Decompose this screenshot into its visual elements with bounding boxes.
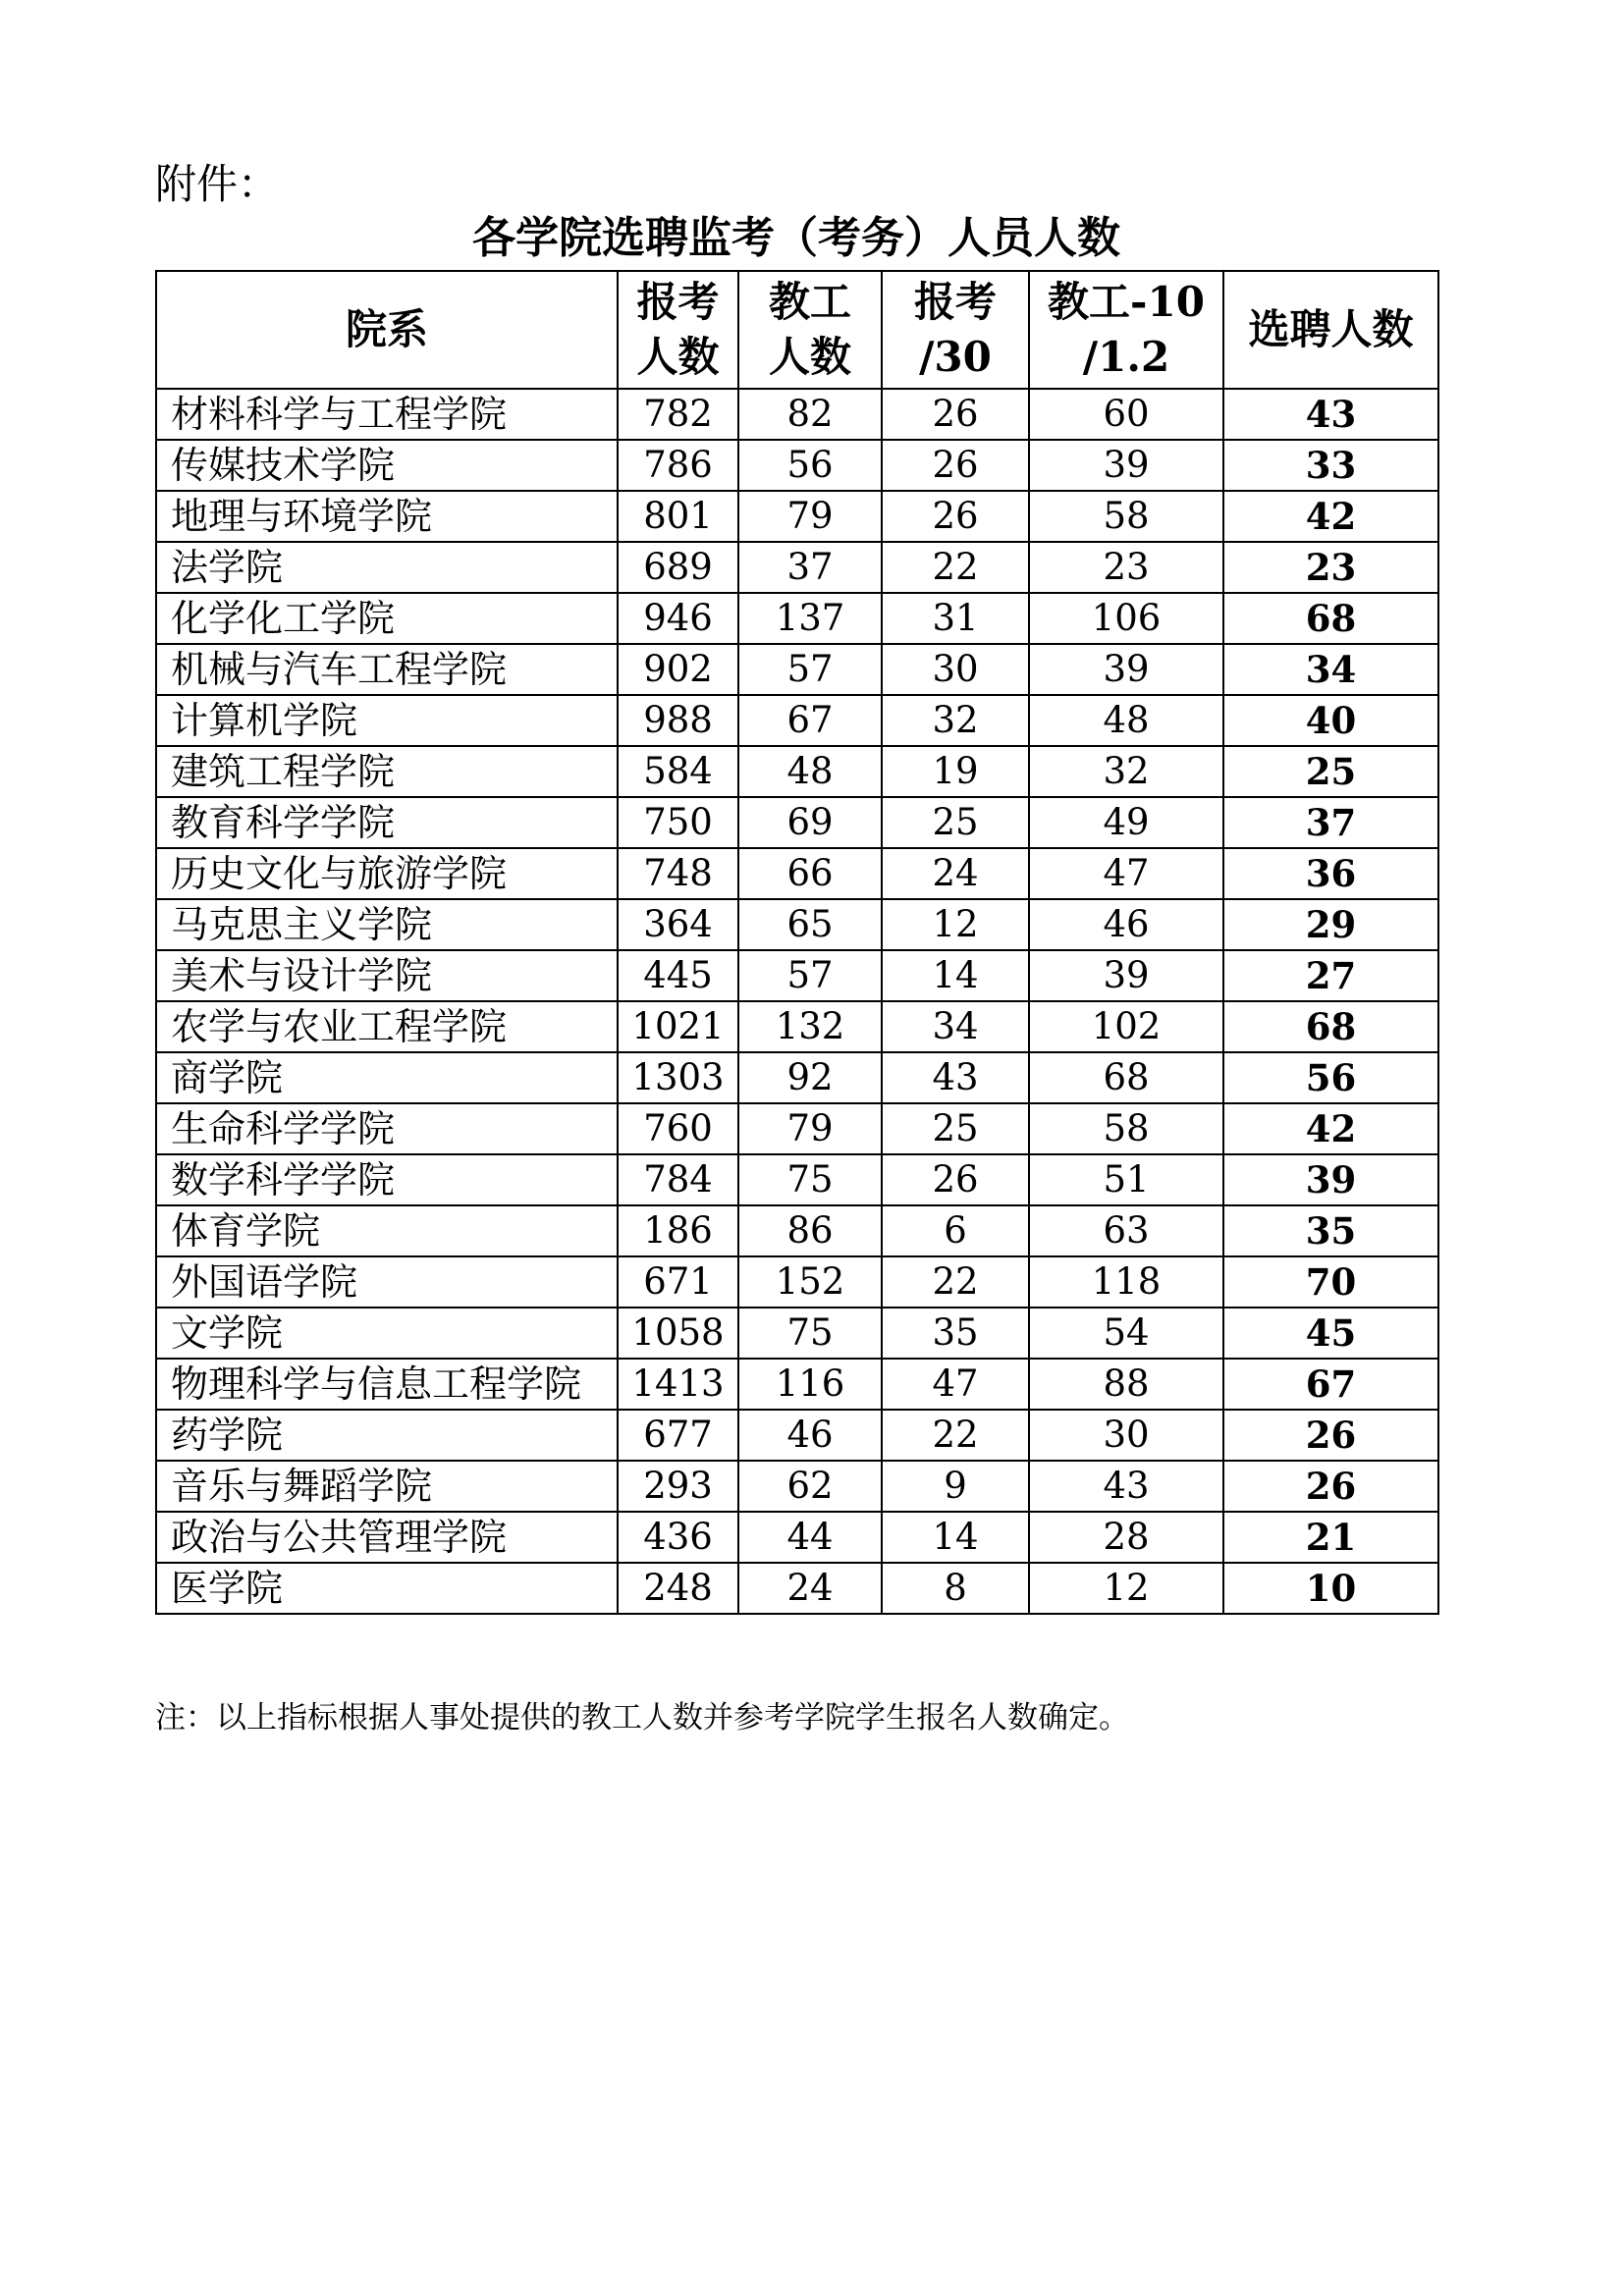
department-name: 药学院 bbox=[156, 1410, 618, 1461]
staff-count: 75 bbox=[738, 1154, 882, 1205]
header-applicants: 报考 人数 bbox=[618, 271, 738, 389]
table-row bbox=[156, 1103, 1438, 1154]
header-selected-count: 选聘人数 bbox=[1223, 271, 1438, 389]
staff-formula-value: 88 bbox=[1029, 1359, 1223, 1410]
staff-count: 137 bbox=[738, 593, 882, 644]
table-row bbox=[156, 950, 1438, 1001]
staff-formula-value: 32 bbox=[1029, 746, 1223, 797]
department-name: 马克思主义学院 bbox=[156, 899, 618, 950]
staff-count: 24 bbox=[738, 1563, 882, 1614]
staff-formula-value: 12 bbox=[1029, 1563, 1223, 1614]
department-name: 法学院 bbox=[156, 542, 618, 593]
selected-count: 43 bbox=[1223, 389, 1438, 440]
staff-count: 57 bbox=[738, 950, 882, 1001]
table-row bbox=[156, 1512, 1438, 1563]
selected-count: 56 bbox=[1223, 1052, 1438, 1103]
staff-count: 69 bbox=[738, 797, 882, 848]
applicants-count: 1303 bbox=[618, 1052, 738, 1103]
applicants-count: 902 bbox=[618, 644, 738, 695]
staff-count: 56 bbox=[738, 440, 882, 491]
selected-count: 37 bbox=[1223, 797, 1438, 848]
selected-count: 67 bbox=[1223, 1359, 1438, 1410]
staff-count: 67 bbox=[738, 695, 882, 746]
table-row bbox=[156, 542, 1438, 593]
applicants-div-30: 19 bbox=[882, 746, 1029, 797]
invigilator-quota-table bbox=[155, 270, 1439, 1615]
staff-formula-value: 28 bbox=[1029, 1512, 1223, 1563]
department-name: 传媒技术学院 bbox=[156, 440, 618, 491]
selected-count: 23 bbox=[1223, 542, 1438, 593]
applicants-count: 436 bbox=[618, 1512, 738, 1563]
applicants-count: 1413 bbox=[618, 1359, 738, 1410]
table-row bbox=[156, 746, 1438, 797]
staff-count: 86 bbox=[738, 1205, 882, 1256]
applicants-count: 584 bbox=[618, 746, 738, 797]
selected-count: 33 bbox=[1223, 440, 1438, 491]
table-row bbox=[156, 491, 1438, 542]
staff-count: 132 bbox=[738, 1001, 882, 1052]
selected-count: 10 bbox=[1223, 1563, 1438, 1614]
staff-count: 48 bbox=[738, 746, 882, 797]
staff-count: 62 bbox=[738, 1461, 882, 1512]
table-row bbox=[156, 1205, 1438, 1256]
selected-count: 35 bbox=[1223, 1205, 1438, 1256]
staff-formula-value: 48 bbox=[1029, 695, 1223, 746]
applicants-div-30: 22 bbox=[882, 542, 1029, 593]
staff-count: 44 bbox=[738, 1512, 882, 1563]
department-name: 教育科学学院 bbox=[156, 797, 618, 848]
table-row bbox=[156, 644, 1438, 695]
department-name: 机械与汽车工程学院 bbox=[156, 644, 618, 695]
selected-count: 34 bbox=[1223, 644, 1438, 695]
staff-count: 46 bbox=[738, 1410, 882, 1461]
applicants-count: 445 bbox=[618, 950, 738, 1001]
applicants-div-30: 24 bbox=[882, 848, 1029, 899]
applicants-count: 988 bbox=[618, 695, 738, 746]
staff-count: 79 bbox=[738, 1103, 882, 1154]
applicants-count: 748 bbox=[618, 848, 738, 899]
applicants-div-30: 14 bbox=[882, 950, 1029, 1001]
department-name: 物理科学与信息工程学院 bbox=[156, 1359, 618, 1410]
table-header-row bbox=[156, 271, 1438, 389]
applicants-div-30: 35 bbox=[882, 1308, 1029, 1359]
applicants-count: 784 bbox=[618, 1154, 738, 1205]
department-name: 医学院 bbox=[156, 1563, 618, 1614]
applicants-count: 689 bbox=[618, 542, 738, 593]
selected-count: 21 bbox=[1223, 1512, 1438, 1563]
staff-count: 82 bbox=[738, 389, 882, 440]
selected-count: 70 bbox=[1223, 1256, 1438, 1308]
applicants-count: 946 bbox=[618, 593, 738, 644]
department-name: 音乐与舞蹈学院 bbox=[156, 1461, 618, 1512]
selected-count: 29 bbox=[1223, 899, 1438, 950]
department-name: 政治与公共管理学院 bbox=[156, 1512, 618, 1563]
applicants-count: 1021 bbox=[618, 1001, 738, 1052]
table-row bbox=[156, 1256, 1438, 1308]
staff-formula-value: 43 bbox=[1029, 1461, 1223, 1512]
document-title: 各学院选聘监考（考务）人员人数 bbox=[472, 213, 1120, 263]
staff-count: 57 bbox=[738, 644, 882, 695]
applicants-div-30: 47 bbox=[882, 1359, 1029, 1410]
staff-formula-value: 51 bbox=[1029, 1154, 1223, 1205]
table-row bbox=[156, 1359, 1438, 1410]
table-body bbox=[156, 389, 1438, 1614]
staff-formula-value: 49 bbox=[1029, 797, 1223, 848]
table-row bbox=[156, 389, 1438, 440]
department-name: 计算机学院 bbox=[156, 695, 618, 746]
staff-formula-value: 106 bbox=[1029, 593, 1223, 644]
applicants-count: 801 bbox=[618, 491, 738, 542]
staff-formula-value: 63 bbox=[1029, 1205, 1223, 1256]
table-row bbox=[156, 1563, 1438, 1614]
selected-count: 39 bbox=[1223, 1154, 1438, 1205]
selected-count: 42 bbox=[1223, 1103, 1438, 1154]
table-row bbox=[156, 1461, 1438, 1512]
staff-formula-value: 46 bbox=[1029, 899, 1223, 950]
applicants-div-30: 22 bbox=[882, 1256, 1029, 1308]
applicants-count: 677 bbox=[618, 1410, 738, 1461]
applicants-count: 293 bbox=[618, 1461, 738, 1512]
table-row bbox=[156, 1001, 1438, 1052]
staff-formula-value: 118 bbox=[1029, 1256, 1223, 1308]
staff-count: 116 bbox=[738, 1359, 882, 1410]
applicants-count: 364 bbox=[618, 899, 738, 950]
staff-count: 92 bbox=[738, 1052, 882, 1103]
selected-count: 42 bbox=[1223, 491, 1438, 542]
table-row bbox=[156, 797, 1438, 848]
applicants-div-30: 22 bbox=[882, 1410, 1029, 1461]
selected-count: 27 bbox=[1223, 950, 1438, 1001]
department-name: 地理与环境学院 bbox=[156, 491, 618, 542]
applicants-count: 671 bbox=[618, 1256, 738, 1308]
applicants-div-30: 30 bbox=[882, 644, 1029, 695]
staff-formula-value: 60 bbox=[1029, 389, 1223, 440]
table-row bbox=[156, 1052, 1438, 1103]
selected-count: 68 bbox=[1223, 1001, 1438, 1052]
header-staff: 教工 人数 bbox=[738, 271, 882, 389]
table-row bbox=[156, 1308, 1438, 1359]
department-name: 外国语学院 bbox=[156, 1256, 618, 1308]
department-name: 文学院 bbox=[156, 1308, 618, 1359]
table-row bbox=[156, 848, 1438, 899]
applicants-div-30: 43 bbox=[882, 1052, 1029, 1103]
staff-formula-value: 58 bbox=[1029, 1103, 1223, 1154]
selected-count: 40 bbox=[1223, 695, 1438, 746]
department-name: 美术与设计学院 bbox=[156, 950, 618, 1001]
department-name: 农学与农业工程学院 bbox=[156, 1001, 618, 1052]
staff-count: 66 bbox=[738, 848, 882, 899]
selected-count: 68 bbox=[1223, 593, 1438, 644]
table-row bbox=[156, 695, 1438, 746]
department-name: 商学院 bbox=[156, 1052, 618, 1103]
applicants-count: 782 bbox=[618, 389, 738, 440]
applicants-div-30: 26 bbox=[882, 389, 1029, 440]
selected-count: 26 bbox=[1223, 1410, 1438, 1461]
department-name: 化学化工学院 bbox=[156, 593, 618, 644]
applicants-div-30: 25 bbox=[882, 1103, 1029, 1154]
selected-count: 45 bbox=[1223, 1308, 1438, 1359]
applicants-count: 760 bbox=[618, 1103, 738, 1154]
header-applicants-div-30: 报考 /30 bbox=[882, 271, 1029, 389]
applicants-div-30: 6 bbox=[882, 1205, 1029, 1256]
staff-count: 37 bbox=[738, 542, 882, 593]
footnote: 注：以上指标根据人事处提供的教工人数并参考学院学生报名人数确定。 bbox=[155, 1700, 1129, 1735]
applicants-div-30: 26 bbox=[882, 440, 1029, 491]
table-row bbox=[156, 593, 1438, 644]
department-name: 生命科学学院 bbox=[156, 1103, 618, 1154]
staff-count: 75 bbox=[738, 1308, 882, 1359]
applicants-count: 248 bbox=[618, 1563, 738, 1614]
table-row bbox=[156, 1410, 1438, 1461]
selected-count: 25 bbox=[1223, 746, 1438, 797]
header-department: 院系 bbox=[156, 271, 618, 389]
staff-formula-value: 54 bbox=[1029, 1308, 1223, 1359]
applicants-count: 750 bbox=[618, 797, 738, 848]
applicants-div-30: 14 bbox=[882, 1512, 1029, 1563]
staff-count: 65 bbox=[738, 899, 882, 950]
table-row bbox=[156, 899, 1438, 950]
staff-formula-value: 39 bbox=[1029, 950, 1223, 1001]
staff-formula-value: 23 bbox=[1029, 542, 1223, 593]
staff-count: 152 bbox=[738, 1256, 882, 1308]
department-name: 数学科学学院 bbox=[156, 1154, 618, 1205]
staff-count: 79 bbox=[738, 491, 882, 542]
applicants-div-30: 31 bbox=[882, 593, 1029, 644]
table-row bbox=[156, 440, 1438, 491]
applicants-div-30: 8 bbox=[882, 1563, 1029, 1614]
department-name: 历史文化与旅游学院 bbox=[156, 848, 618, 899]
applicants-div-30: 9 bbox=[882, 1461, 1029, 1512]
table-row bbox=[156, 1154, 1438, 1205]
applicants-div-30: 32 bbox=[882, 695, 1029, 746]
applicants-div-30: 25 bbox=[882, 797, 1029, 848]
staff-formula-value: 68 bbox=[1029, 1052, 1223, 1103]
header-staff-formula: 教工-10 /1.2 bbox=[1029, 271, 1223, 389]
attachment-label: 附件： bbox=[155, 160, 280, 208]
staff-formula-value: 30 bbox=[1029, 1410, 1223, 1461]
applicants-count: 1058 bbox=[618, 1308, 738, 1359]
applicants-div-30: 26 bbox=[882, 491, 1029, 542]
department-name: 建筑工程学院 bbox=[156, 746, 618, 797]
applicants-div-30: 26 bbox=[882, 1154, 1029, 1205]
department-name: 体育学院 bbox=[156, 1205, 618, 1256]
applicants-div-30: 34 bbox=[882, 1001, 1029, 1052]
applicants-count: 786 bbox=[618, 440, 738, 491]
staff-formula-value: 58 bbox=[1029, 491, 1223, 542]
selected-count: 26 bbox=[1223, 1461, 1438, 1512]
staff-formula-value: 102 bbox=[1029, 1001, 1223, 1052]
department-name: 材料科学与工程学院 bbox=[156, 389, 618, 440]
applicants-div-30: 12 bbox=[882, 899, 1029, 950]
staff-formula-value: 47 bbox=[1029, 848, 1223, 899]
staff-formula-value: 39 bbox=[1029, 440, 1223, 491]
applicants-count: 186 bbox=[618, 1205, 738, 1256]
selected-count: 36 bbox=[1223, 848, 1438, 899]
staff-formula-value: 39 bbox=[1029, 644, 1223, 695]
